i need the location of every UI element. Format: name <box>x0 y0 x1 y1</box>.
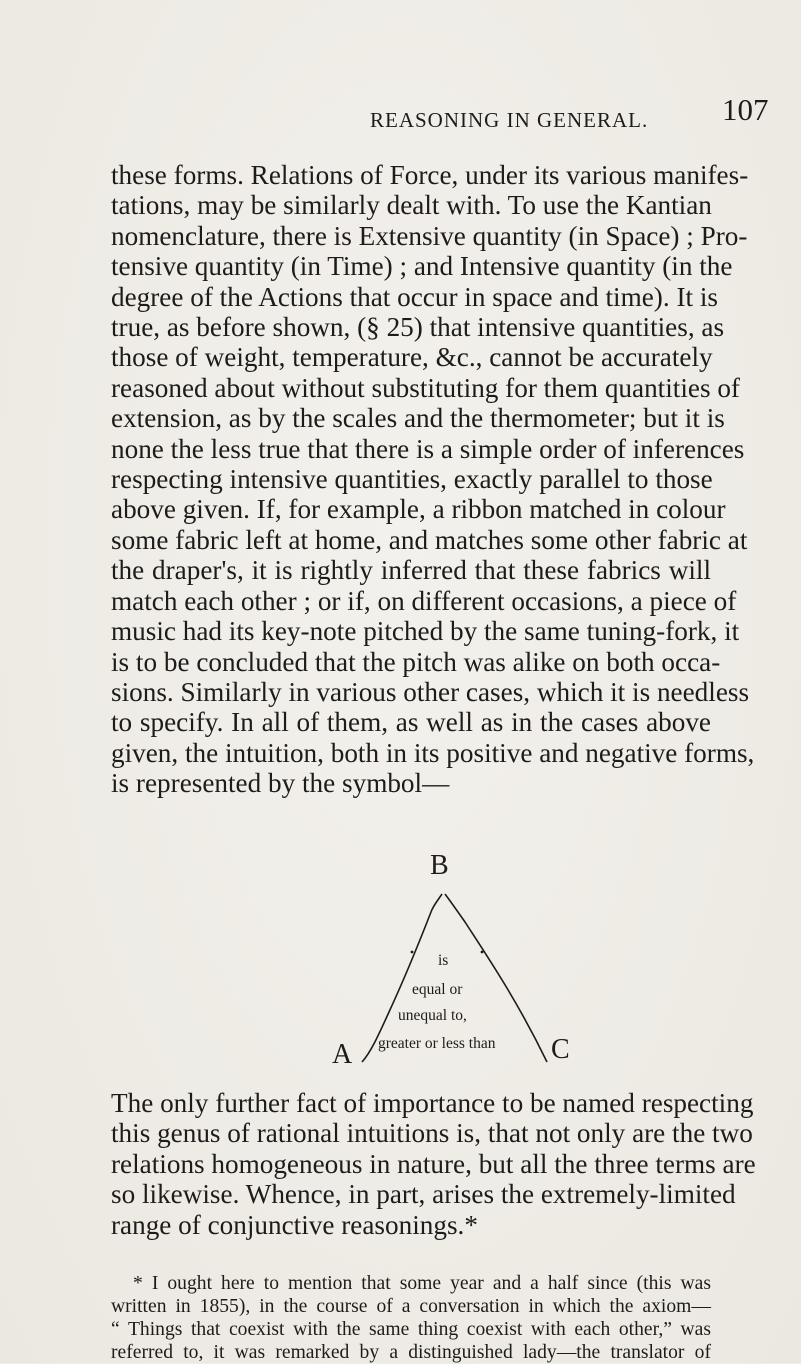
relation-text-line: is <box>438 952 449 969</box>
diagram-lines <box>255 830 585 1070</box>
text-line: to specify. In all of them, as well as in the cases above <box>111 707 711 738</box>
relation-diagram <box>255 830 585 1070</box>
text-line: respecting intensive quantities, exactly parallel to those <box>111 464 713 495</box>
footnote-line: written in 1855), in the course of a conversation in which the axiom— <box>111 1296 711 1317</box>
text-line: tations, may be similarly dealt with. To use the Kantian <box>111 190 712 221</box>
text-line: this genus of rational intuitions is, that not only are the two <box>111 1118 753 1149</box>
page-number: 107 <box>722 92 769 127</box>
text-line: these forms. Relations of Force, under its various manifes- <box>111 160 749 190</box>
relation-text-line: unequal to, <box>398 1007 467 1024</box>
text-line: The only further fact of importance to be named respecting <box>111 1088 754 1118</box>
text-line: tensive quantity (in Time) ; and Intensive quantity (in the <box>111 251 733 282</box>
text-line: extension, as by the scales and the thermometer; but it is <box>111 403 725 434</box>
text-line: so likewise. Whence, in part, arises the extremely-limited <box>111 1179 736 1210</box>
text-line: the draper's, it is rightly inferred that these fabrics will <box>111 555 711 586</box>
vertex-label-c: C <box>551 1034 570 1065</box>
paragraph-main <box>111 160 755 799</box>
text-line: those of weight, temperature, &c., cannot be accurately <box>111 342 713 373</box>
text-line: given, the intuition, both in its positive and negative forms, <box>111 737 755 768</box>
text-line: none the less true that there is a simple order of inferences <box>111 433 745 464</box>
left-dot <box>411 951 414 954</box>
footnote-line: referred to, it was remarked by a distinguished lady—the translator of <box>111 1342 711 1363</box>
relation-text-line: greater or less than <box>378 1035 496 1052</box>
text-line: nomenclature, there is Extensive quantity (in Space) ; Pro- <box>111 220 748 251</box>
text-line: is represented by the symbol— <box>111 768 450 799</box>
text-line: match each other ; or if, on different occasions, a piece of <box>111 585 737 616</box>
vertex-label-a: A <box>332 1039 353 1070</box>
footnote-line: * I ought here to mention that some year and a half since (this was <box>133 1273 711 1294</box>
text-line: reasoned about without substituting for them quantities of <box>111 372 740 403</box>
relation-text-line: equal or <box>412 981 463 998</box>
text-line: above given. If, for example, a ribbon matched in colour <box>111 494 726 525</box>
running-head: REASONING IN GENERAL. <box>370 108 649 132</box>
footnote <box>111 1272 711 1364</box>
text-line: relations homogeneous in nature, but all the three terms are <box>111 1148 756 1179</box>
text-line: some fabric left at home, and matches some other fabric at <box>111 524 748 555</box>
vertex-label-b: B <box>430 850 449 881</box>
text-line: sions. Similarly in various other cases, which it is needless <box>111 676 750 707</box>
text-line: range of conjunctive reasonings.* <box>111 1209 478 1240</box>
text-line: true, as before shown, (§ 25) that intensive quantities, as <box>111 312 725 343</box>
footnote-line: “ Things that coexist with the same thing coexist with each other,” was <box>111 1319 711 1340</box>
text-line: is to be concluded that the pitch was alike on both occa- <box>111 646 721 677</box>
paragraph-following <box>111 1088 756 1240</box>
text-line: degree of the Actions that occur in space and time). It is <box>111 281 718 312</box>
text-line: music had its key-note pitched by the same tuning-fork, it <box>111 616 740 647</box>
right-dot <box>481 951 484 954</box>
